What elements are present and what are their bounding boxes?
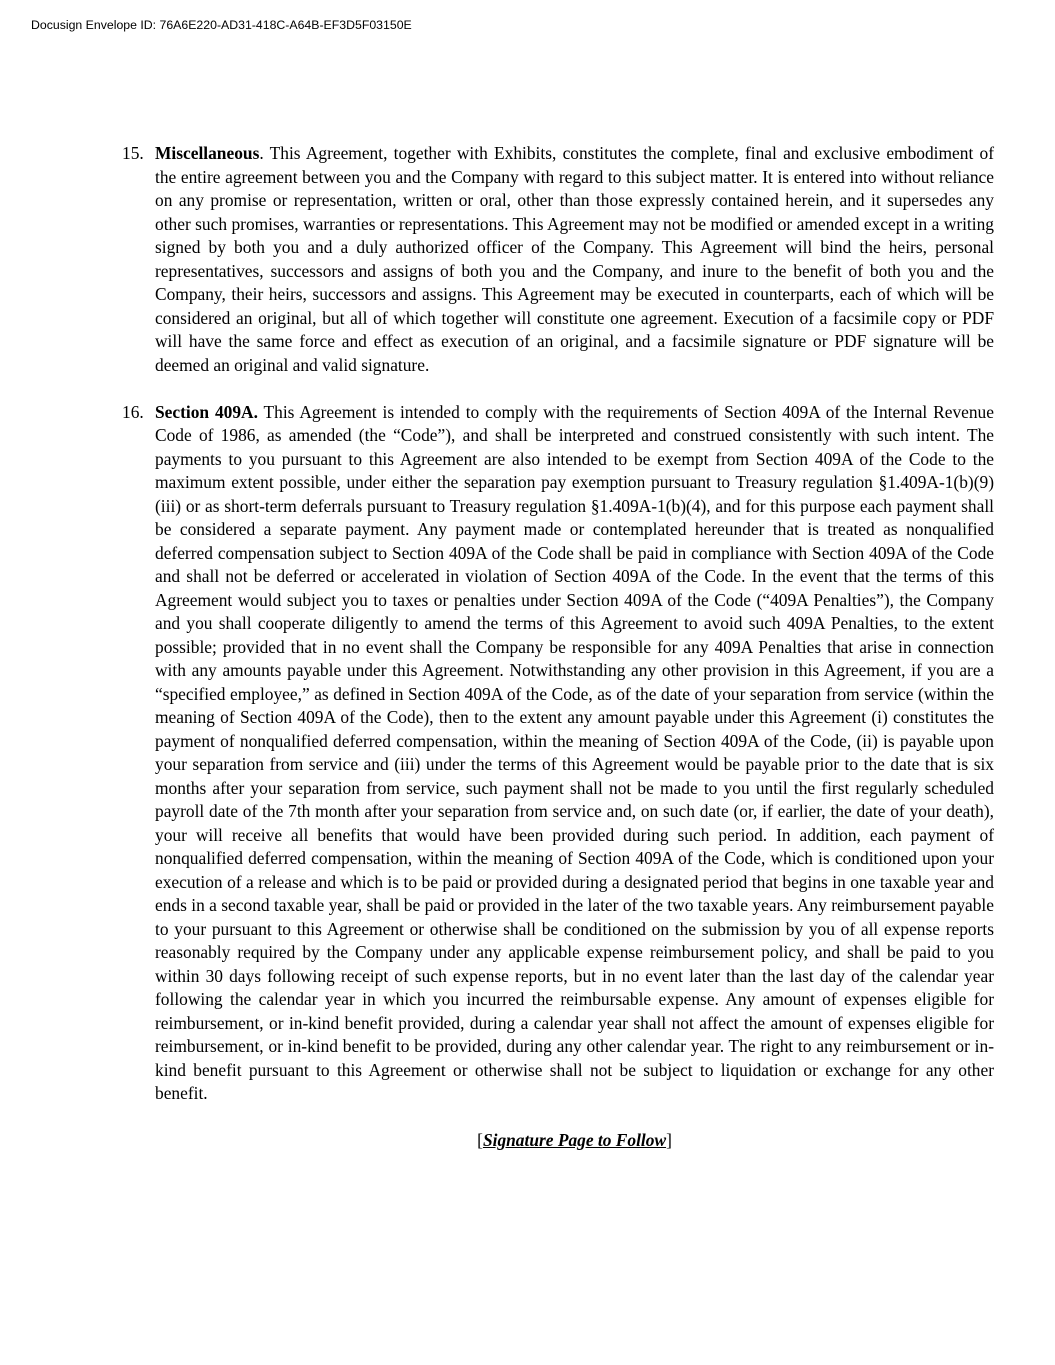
section-miscellaneous [122, 142, 994, 377]
section-heading: Section 409A. [155, 401, 258, 422]
document-body [122, 142, 994, 1153]
signature-page-label: Signature Page to Follow [482, 1130, 667, 1150]
signature-page-note [122, 1129, 994, 1153]
open-bracket: [ [477, 1130, 483, 1150]
section-body: This Agreement, together with Exhibits, constitutes the complete, final and exclusive embodiment of the entire agreement between you and the Company with regard to this subject matter. It is entered into without reliance on any promise or representation, written or oral, other than those expressly contained herein, and it supersedes any other such promises, warranties or representations. This Agreement may not be modified or amended except in a writing signed by both you and a duly authorized officer of the Company. This Agreement will bind the heirs, personal representatives, successors and assigns of both you and the Company, and inure to the benefit of both you and the Company, their heirs, successors and assigns. This Agreement may be executed in counterparts, each of which will be considered an original, but all of which together will constitute one agreement. Execution of a facsimile copy or PDF will have the same force and effect as execution of an original, and a facsimile signature or PDF signature will be deemed an original and valid signature. [155, 143, 994, 375]
section-heading-punctuation: . [259, 143, 264, 163]
docusign-envelope-id: Docusign Envelope ID: 76A6E220-AD31-418C-A64B-EF3D5F03150E [31, 18, 412, 32]
section-body: This Agreement is intended to comply with the requirements of Section 409A of the Internal Revenue Code of 1986, as amended (the “Code”), and shall be interpreted and construed consistently with such intent. The payments to you pursuant to this Agreement are also intended to be exempt from Section 409A of the Code to the maximum extent possible, under either the separation pay exemption pursuant to Treasury regulation §1.409A-1(b)(9)(iii) or as short-term deferrals pursuant to Treasury regulation §1.409A-1(b)(4), and for this purpose each payment shall be considered a separate payment. Any payment made or contemplated hereunder that is treated as nonqualified deferred compensation subject to Section 409A of the Code shall be paid in compliance with Section 409A of the Code and shall not be deferred or accelerated in violation of Section 409A of the Code. In the event that the terms of this Agreement would subject you to taxes or penalties under Section 409A of the Code (“409A Penalties”), the Company and you shall cooperate diligently to amend the terms of this Agreement to avoid such 409A Penalties, to the extent possible; provided that in no event shall the Company be responsible for any 409A Penalties that arise in connection with any amounts payable under this Agreement. Notwithstanding any other provision in this Agreement, if you are a “specified employee,” as defined in Section 409A of the Code, as of the date of your separation from service (within the meaning of Section 409A of the Code), then to the extent any amount payable under this Agreement (i) constitutes the payment of nonqualified deferred compensation, within the meaning of Section 409A of the Code, (ii) is payable upon your separation from service and (iii) under the terms of this Agreement would be payable prior to the date that is six months after your separation from service, such payment shall not be made to you until the first regularly scheduled payroll date of the 7th month after your separation from service and, on such date (or, if earlier, the date of your death), your will receive all benefits that would have been provided during such period. In addition, each payment of nonqualified deferred compensation, within the meaning of Section 409A of the Code, which is conditioned upon your execution of a release and which is to be paid or provided during a designated period that begins in one taxable year and ends in a second taxable year, shall be paid or provided in the later of the two taxable years. Any reimbursement payable to your pursuant to this Agreement or otherwise shall be conditioned on the submission by you of all expense reports reasonably required by the Company under any applicable expense reimbursement policy, and shall be paid to you within 30 days following receipt of such expense reports, but in no event later than the last day of the calendar year following the calendar year in which you incurred the reimbursable expense. Any amount of expenses eligible for reimbursement, or in-kind benefit provided, during a calendar year shall not affect the amount of expenses eligible for reimbursement, or in-kind benefit to be provided, during any other calendar year. The right to any reimbursement or in-kind benefit pursuant to this Agreement or otherwise shall not be subject to liquidation or exchange for any other benefit. [155, 401, 994, 1103]
close-bracket: ] [666, 1130, 672, 1150]
section-number: 16. [122, 401, 144, 422]
section-heading: Miscellaneous [155, 143, 260, 163]
section-409a [122, 401, 994, 1106]
section-number: 15. [122, 143, 144, 163]
